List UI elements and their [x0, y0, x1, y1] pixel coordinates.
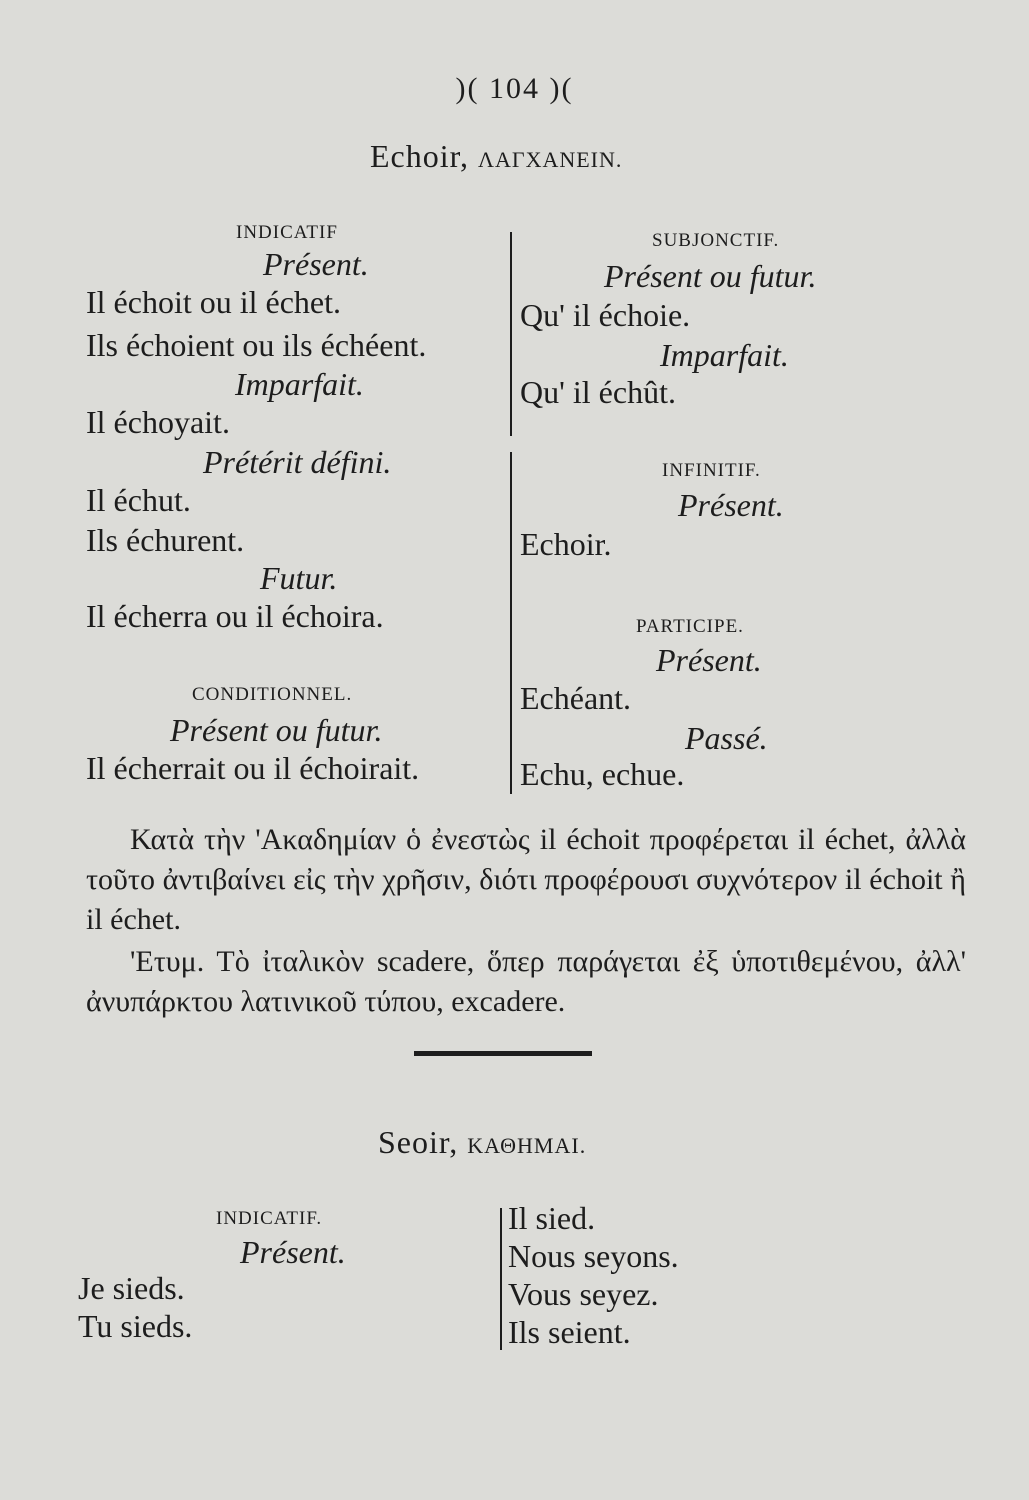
- title-greek: ΚΑΘΗΜΑΙ.: [467, 1133, 587, 1158]
- tense-preterit: Prétérit défini.: [203, 444, 392, 480]
- conjugation-line: Qu' il échût.: [520, 374, 676, 410]
- section-separator: [414, 1051, 592, 1056]
- conjugation-line: Tu sieds.: [78, 1308, 193, 1344]
- conjugation-line: Il écherrait ou il échoirait.: [86, 750, 420, 786]
- tense-subj-imparfait: Imparfait.: [660, 337, 789, 373]
- column-divider: [510, 232, 512, 436]
- title-greek: ΛΑΓΧΑΝΕΙΝ.: [478, 147, 623, 172]
- tense-imparfait: Imparfait.: [235, 366, 364, 402]
- conjugation-line: Il échoyait.: [86, 404, 230, 440]
- section-title-seoir: [378, 1124, 586, 1161]
- tense-inf-present: Présent.: [678, 487, 784, 523]
- column-divider: [500, 1208, 502, 1350]
- column-divider: [510, 452, 512, 794]
- conjugation-line: Je sieds.: [78, 1270, 185, 1306]
- tense-part-present: Présent.: [656, 642, 762, 678]
- tense-present: Présent.: [240, 1234, 346, 1270]
- conjugation-line: Il échut.: [86, 482, 191, 518]
- page-number: )( 104 )(: [455, 72, 574, 105]
- heading-conditionnel: CONDITIONNEL.: [192, 684, 353, 705]
- conjugation-line: Nous seyons.: [508, 1238, 679, 1274]
- conjugation-line: Echéant.: [520, 680, 632, 716]
- tense-present: Présent.: [263, 246, 369, 282]
- conjugation-line: Il échoit ou il échet.: [86, 284, 342, 320]
- conjugation-line: Ils échurent.: [86, 522, 245, 558]
- heading-participe: PARTICIPE.: [636, 616, 744, 637]
- heading-indicatif: INDICATIF: [236, 222, 338, 243]
- conjugation-line: Echu, echue.: [520, 756, 685, 792]
- conjugation-line: Echoir.: [520, 526, 612, 562]
- conjugation-line: Vous seyez.: [508, 1276, 659, 1312]
- title-french: Echoir,: [370, 138, 470, 174]
- conjugation-line: Il écherra ou il échoira.: [86, 598, 384, 634]
- heading-indicatif: INDICATIF.: [216, 1208, 323, 1229]
- tense-cond-present: Présent ou futur.: [170, 712, 383, 748]
- heading-infinitif: INFINITIF.: [662, 460, 761, 481]
- conjugation-line: Qu' il échoie.: [520, 297, 691, 333]
- section-title-echoir: [370, 138, 622, 175]
- heading-subjonctif: SUBJONCTIF.: [652, 230, 780, 251]
- tense-futur: Futur.: [260, 560, 338, 596]
- tense-part-passe: Passé.: [685, 720, 768, 756]
- note-etymology: 'Ετυμ. Τὸ ἰταλικὸν scadere, ὅπερ παράγεται ἐξ ὑποτιθεμένου, ἀλλ' ἀνυπάρκτου λατινικοῦ τύπου, excadere.: [86, 945, 966, 1018]
- note-pronunciation: Κατὰ τὴν 'Ακαδημίαν ὁ ἐνεστὼς il échoit προφέρεται il échet, ἀλλὰ τοῦτο ἀντιβαίνει εἰς τὴν χρῆσιν, διότι προφέρουσι συχνότερον il échoit ἢ il échet.: [86, 823, 966, 936]
- tense-subj-present: Présent ou futur.: [604, 258, 817, 294]
- title-french: Seoir,: [378, 1124, 459, 1160]
- conjugation-line: Il sied.: [508, 1200, 596, 1236]
- conjugation-line: Ils seient.: [508, 1314, 631, 1350]
- conjugation-line: Ils échoient ou ils échéent.: [86, 327, 427, 363]
